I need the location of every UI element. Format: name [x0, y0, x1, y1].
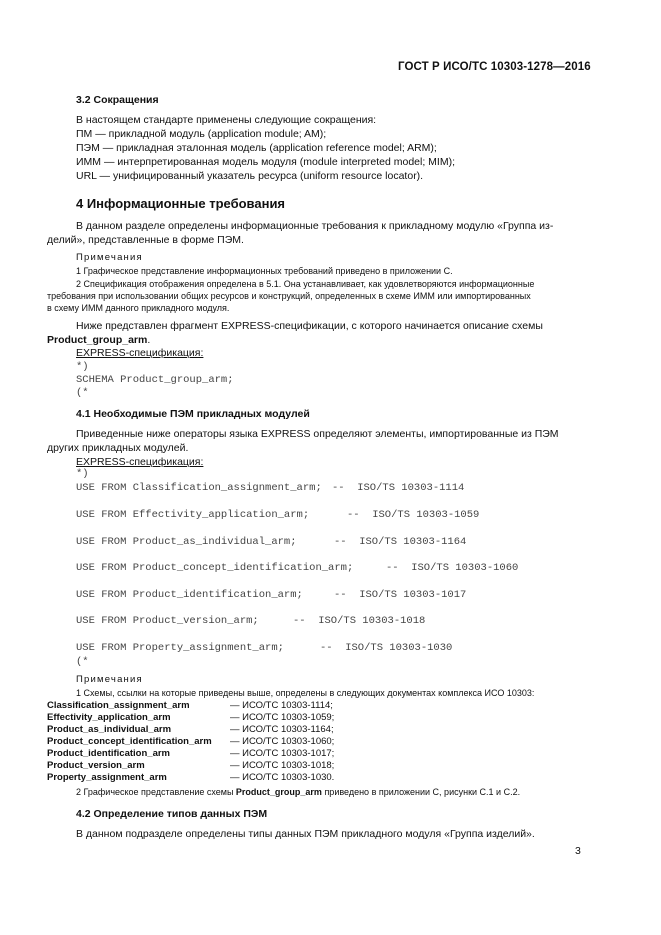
note-2-line: 2 Спецификация отображения определена в 5.1. Она устанавливает, как удовлетворяются информационные — [76, 279, 535, 289]
section-4-1-paragraph-line: других прикладных модулей. — [47, 442, 189, 454]
section-4-2-title: 4.2 Определение типов данных ПЭМ — [76, 808, 268, 820]
ref-schema-name: Effectivity_application_arm — [47, 712, 171, 723]
ref-document: — ИСО/ТС 10303-1060; — [230, 736, 335, 747]
express-intro-line: Ниже представлен фрагмент EXPRESS-спецификации, с которого начинается описание схемы — [76, 320, 543, 332]
note-2-schema-name: Product_group_arm — [235, 787, 322, 797]
note-2-line: в схему ИММ данного прикладного модуля. — [47, 303, 230, 313]
code-comment-close: (* — [76, 656, 89, 668]
code-comment-open: *) — [76, 468, 89, 480]
ref-schema-name: Product_as_individual_arm — [47, 724, 172, 735]
section-3-2-title: 3.2 Сокращения — [76, 94, 159, 106]
schema-name: Product_group_arm — [47, 334, 148, 346]
note-1: 1 Графическое представление информационных требований приведено в приложении С. — [76, 266, 453, 276]
abbreviation-item: ИММ — интерпретированная модель модуля (module interpreted model; MIM); — [76, 156, 456, 168]
ref-document: — ИСО/ТС 10303-1030. — [230, 772, 335, 783]
ref-schema-name: Product_identification_arm — [47, 748, 170, 759]
code-use-line: USE FROM Effectivity_application_arm; -- ISO/TS 10303-1059 — [76, 509, 480, 521]
code-comment-close: (* — [76, 387, 89, 399]
abbreviations-intro: В настоящем стандарте применены следующие сокращения: — [76, 114, 377, 126]
ref-document: — ИСО/ТС 10303-1059; — [230, 712, 335, 723]
ref-schema-name: Product_concept_identification_arm — [47, 736, 212, 747]
express-spec-label: EXPRESS-спецификация: — [76, 456, 204, 468]
ref-schema-name: Classification_assignment_arm — [47, 700, 190, 711]
section-4-paragraph-line: делий», представленные в форме ПЭМ. — [47, 234, 244, 246]
note-2 — [76, 786, 520, 799]
notes-label: Примечания — [76, 252, 143, 263]
section-4-title: 4 Информационные требования — [76, 196, 286, 211]
page-number: 3 — [575, 845, 581, 857]
schema-dot: . — [147, 334, 151, 346]
abbreviation-item: ПМ — прикладной модуль (application module; AM); — [76, 128, 327, 140]
note-2-text: 2 Графическое представление схемы — [76, 787, 236, 797]
code-use-line: USE FROM Property_assignment_arm; -- ISO/TS 10303-1030 — [76, 642, 453, 654]
notes-label: Примечания — [76, 674, 143, 685]
ref-document: — ИСО/ТС 10303-1017; — [230, 748, 335, 759]
code-use-line: USE FROM Classification_assignment_arm; -- ISO/TS 10303-1114 — [76, 482, 465, 494]
ref-schema-name: Product_version_arm — [47, 760, 145, 771]
document-code-header: ГОСТ Р ИСО/ТС 10303-1278—2016 — [398, 61, 591, 73]
abbreviation-item: URL — унифицированный указатель ресурса (uniform resource locator). — [76, 170, 424, 182]
section-4-1-paragraph-line: Приведенные ниже операторы языка EXPRESS определяют элементы, импортированные из ПЭМ — [76, 428, 559, 440]
abbreviation-item: ПЭМ — прикладная эталонная модель (application reference model; ARM); — [76, 142, 437, 154]
ref-schema-name: Property_assignment_arm — [47, 772, 167, 783]
section-4-2-paragraph: В данном подразделе определены типы данных ПЭМ прикладного модуля «Группа изделий». — [76, 828, 535, 840]
note-1: 1 Схемы, ссылки на которые приведены выше, определены в следующих документах комплекса ИСО 10303: — [76, 688, 535, 698]
ref-document: — ИСО/ТС 10303-1018; — [230, 760, 335, 771]
section-4-paragraph-line: В данном разделе определены информационные требования к прикладному модулю «Группа из- — [76, 220, 554, 232]
code-use-line: USE FROM Product_as_individual_arm; -- ISO/TS 10303-1164 — [76, 536, 467, 548]
code-use-line: USE FROM Product_identification_arm; -- ISO/TS 10303-1017 — [76, 589, 467, 601]
code-comment-open: *) — [76, 361, 89, 373]
section-4-1-title: 4.1 Необходимые ПЭМ прикладных модулей — [76, 408, 310, 420]
ref-document: — ИСО/ТС 10303-1164; — [230, 724, 334, 735]
code-schema-line: SCHEMA Product_group_arm; — [76, 374, 234, 386]
code-use-line: USE FROM Product_concept_identification_arm; -- ISO/TS 10303-1060 — [76, 562, 519, 574]
note-2-line: требования при использовании общих ресурсов и конструкций, определенных в схеме ИММ или импортированных — [47, 291, 531, 301]
express-spec-label: EXPRESS-спецификация: — [76, 347, 204, 359]
note-2-text: приведено в приложении С, рисунки С.1 и С.2. — [321, 787, 521, 797]
ref-document: — ИСО/ТС 10303-1114; — [230, 700, 333, 711]
code-use-line: USE FROM Product_version_arm; -- ISO/TS 10303-1018 — [76, 615, 426, 627]
